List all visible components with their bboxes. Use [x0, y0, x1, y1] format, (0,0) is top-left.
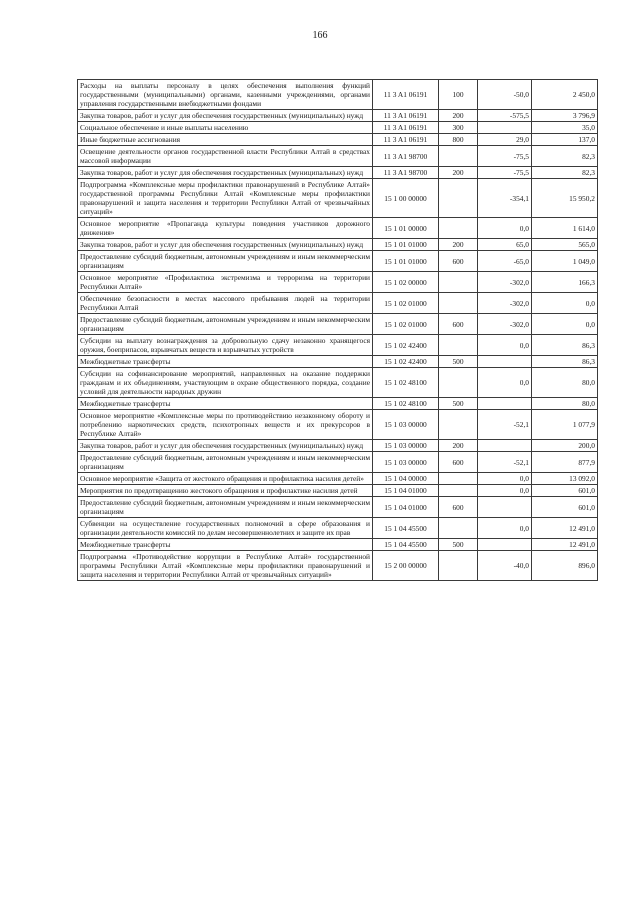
change-amount-cell: -354,1 [478, 179, 532, 218]
budget-table [77, 79, 598, 581]
change-amount-cell: -75,5 [478, 146, 532, 167]
expense-name-cell: Подпрограмма «Комплексные меры профилактики правонарушений в Республике Алтай» государственной программы Республики Алтай «Комплексные меры профилактики правонарушений и защита населения и территории Республики Алтай от чрезвычайных ситуаций» [78, 179, 373, 218]
target-code-cell: 15 1 03 00000 [373, 440, 439, 452]
total-amount-cell: 35,0 [532, 122, 598, 134]
target-code-cell: 15 1 02 48100 [373, 368, 439, 398]
expense-type-cell: 500 [439, 356, 478, 368]
target-code-cell: 15 1 02 48100 [373, 398, 439, 410]
table-row [78, 110, 598, 122]
total-amount-cell: 15 950,2 [532, 179, 598, 218]
total-amount-cell: 1 049,0 [532, 251, 598, 272]
expense-type-cell: 600 [439, 251, 478, 272]
total-amount-cell: 137,0 [532, 134, 598, 146]
change-amount-cell: 0,0 [478, 218, 532, 239]
expense-name-cell: Межбюджетные трансферты [78, 398, 373, 410]
table-row [78, 179, 598, 218]
expense-type-cell [439, 410, 478, 440]
target-code-cell: 15 1 00 00000 [373, 179, 439, 218]
expense-type-cell [439, 272, 478, 293]
total-amount-cell: 0,0 [532, 314, 598, 335]
change-amount-cell: 0,0 [478, 368, 532, 398]
target-code-cell: 15 1 01 01000 [373, 251, 439, 272]
total-amount-cell: 166,3 [532, 272, 598, 293]
expense-name-cell: Субсидии на софинансирование мероприятий, направленных на оказание поддержки гражданам и их объединениям, участвующим в охране общественного порядка, создание условий для деятельности народных дружин [78, 368, 373, 398]
expense-name-cell: Закупка товаров, работ и услуг для обеспечения государственных (муниципальных) нужд [78, 110, 373, 122]
expense-name-cell: Межбюджетные трансферты [78, 539, 373, 551]
expense-name-cell: Социальное обеспечение и иные выплаты населению [78, 122, 373, 134]
table-row [78, 251, 598, 272]
change-amount-cell: 0,0 [478, 335, 532, 356]
table-row [78, 218, 598, 239]
total-amount-cell: 13 092,0 [532, 473, 598, 485]
table-row [78, 518, 598, 539]
change-amount-cell: -65,0 [478, 251, 532, 272]
total-amount-cell: 86,3 [532, 335, 598, 356]
target-code-cell: 15 1 04 45500 [373, 539, 439, 551]
expense-name-cell: Освещение деятельности органов государственной власти Республики Алтай в средствах массовой информации [78, 146, 373, 167]
total-amount-cell: 877,9 [532, 452, 598, 473]
change-amount-cell: 0,0 [478, 473, 532, 485]
expense-type-cell: 200 [439, 239, 478, 251]
total-amount-cell: 1 614,0 [532, 218, 598, 239]
total-amount-cell: 86,3 [532, 356, 598, 368]
total-amount-cell: 12 491,0 [532, 518, 598, 539]
change-amount-cell: -575,5 [478, 110, 532, 122]
change-amount-cell: -40,0 [478, 551, 532, 581]
total-amount-cell: 0,0 [532, 293, 598, 314]
table-row [78, 356, 598, 368]
total-amount-cell: 565,0 [532, 239, 598, 251]
table-row [78, 239, 598, 251]
table-row [78, 485, 598, 497]
table-row [78, 293, 598, 314]
change-amount-cell [478, 497, 532, 518]
table-row [78, 398, 598, 410]
table-row [78, 410, 598, 440]
target-code-cell: 15 1 02 01000 [373, 314, 439, 335]
expense-name-cell: Основное мероприятие «Комплексные меры по противодействию незаконному обороту и потреблению наркотических средств, психотропных веществ и их прекурсоров в Республике Алтай» [78, 410, 373, 440]
expense-type-cell [439, 551, 478, 581]
target-code-cell: 11 3 A1 06191 [373, 110, 439, 122]
target-code-cell: 15 1 04 01000 [373, 497, 439, 518]
expense-name-cell: Предоставление субсидий бюджетным, автономным учреждениям и иным некоммерческим организациям [78, 251, 373, 272]
target-code-cell: 15 1 04 01000 [373, 485, 439, 497]
change-amount-cell: -302,0 [478, 272, 532, 293]
change-amount-cell [478, 356, 532, 368]
expense-type-cell [439, 146, 478, 167]
expense-name-cell: Обеспечение безопасности в местах массового пребывания людей на территории Республики Алтай [78, 293, 373, 314]
total-amount-cell: 80,0 [532, 368, 598, 398]
expense-type-cell: 600 [439, 314, 478, 335]
expense-type-cell: 600 [439, 497, 478, 518]
expense-type-cell [439, 485, 478, 497]
expense-type-cell: 800 [439, 134, 478, 146]
expense-name-cell: Субсидии на выплату вознаграждения за добровольную сдачу незаконно хранящегося оружия, боеприпасов, взрывчатых веществ и взрывчатых устройств [78, 335, 373, 356]
expense-type-cell: 600 [439, 452, 478, 473]
expense-type-cell [439, 368, 478, 398]
expense-name-cell: Межбюджетные трансферты [78, 356, 373, 368]
change-amount-cell [478, 122, 532, 134]
expense-name-cell: Основное мероприятие «Профилактика экстремизма и терроризма на территории Республики Алтай» [78, 272, 373, 293]
expense-type-cell [439, 335, 478, 356]
expense-name-cell: Закупка товаров, работ и услуг для обеспечения государственных (муниципальных) нужд [78, 440, 373, 452]
expense-type-cell: 300 [439, 122, 478, 134]
table-row [78, 80, 598, 110]
total-amount-cell: 82,3 [532, 167, 598, 179]
table-row [78, 497, 598, 518]
target-code-cell: 11 3 A1 06191 [373, 134, 439, 146]
expense-type-cell: 100 [439, 80, 478, 110]
target-code-cell: 15 1 03 00000 [373, 452, 439, 473]
change-amount-cell: 65,0 [478, 239, 532, 251]
expense-name-cell: Мероприятия по предотвращению жестокого обращения и профилактике насилия детей [78, 485, 373, 497]
table-row [78, 272, 598, 293]
change-amount-cell: 29,0 [478, 134, 532, 146]
expense-type-cell [439, 179, 478, 218]
table-row [78, 452, 598, 473]
target-code-cell: 15 1 02 42400 [373, 356, 439, 368]
target-code-cell: 15 1 02 42400 [373, 335, 439, 356]
target-code-cell: 11 3 A1 98700 [373, 167, 439, 179]
expense-name-cell: Предоставление субсидий бюджетным, автономным учреждениям и иным некоммерческим организациям [78, 452, 373, 473]
change-amount-cell: -52,1 [478, 452, 532, 473]
table-row [78, 146, 598, 167]
expense-name-cell: Предоставление субсидий бюджетным, автономным учреждениям и иным некоммерческим организациям [78, 314, 373, 335]
expense-name-cell: Основное мероприятие «Пропаганда культуры поведения участников дорожного движения» [78, 218, 373, 239]
table-row [78, 335, 598, 356]
change-amount-cell: -302,0 [478, 314, 532, 335]
expense-name-cell: Подпрограмма «Противодействие коррупции в Республике Алтай» государственной программы Республики Алтай «Комплексные меры профилактики правонарушений и защита населения и территории Республики Алтай от чрезвычайных ситуаций» [78, 551, 373, 581]
expense-type-cell [439, 473, 478, 485]
change-amount-cell: -302,0 [478, 293, 532, 314]
table-row [78, 539, 598, 551]
table-row [78, 551, 598, 581]
total-amount-cell: 1 077,9 [532, 410, 598, 440]
expense-type-cell: 200 [439, 167, 478, 179]
expense-name-cell: Закупка товаров, работ и услуг для обеспечения государственных (муниципальных) нужд [78, 167, 373, 179]
target-code-cell: 15 1 02 00000 [373, 272, 439, 293]
total-amount-cell: 601,0 [532, 497, 598, 518]
change-amount-cell: -50,0 [478, 80, 532, 110]
expense-type-cell [439, 518, 478, 539]
table-row [78, 314, 598, 335]
total-amount-cell: 896,0 [532, 551, 598, 581]
total-amount-cell: 3 796,9 [532, 110, 598, 122]
table-row [78, 473, 598, 485]
expense-type-cell: 500 [439, 539, 478, 551]
change-amount-cell [478, 440, 532, 452]
expense-type-cell: 500 [439, 398, 478, 410]
table-row [78, 368, 598, 398]
expense-name-cell: Предоставление субсидий бюджетным, автономным учреждениям и иным некоммерческим организациям [78, 497, 373, 518]
change-amount-cell: 0,0 [478, 485, 532, 497]
target-code-cell: 11 3 A1 06191 [373, 122, 439, 134]
expense-type-cell: 200 [439, 110, 478, 122]
target-code-cell: 11 3 A1 98700 [373, 146, 439, 167]
target-code-cell: 15 1 02 01000 [373, 293, 439, 314]
expense-name-cell: Закупка товаров, работ и услуг для обеспечения государственных (муниципальных) нужд [78, 239, 373, 251]
expense-type-cell: 200 [439, 440, 478, 452]
total-amount-cell: 82,3 [532, 146, 598, 167]
target-code-cell: 11 3 A1 06191 [373, 80, 439, 110]
target-code-cell: 15 1 04 45500 [373, 518, 439, 539]
table-row [78, 134, 598, 146]
expense-name-cell: Субвенции на осуществление государственных полномочий в сфере образования и организации деятельности комиссий по делам несовершеннолетних и защите их прав [78, 518, 373, 539]
target-code-cell: 15 1 01 00000 [373, 218, 439, 239]
target-code-cell: 15 1 01 01000 [373, 239, 439, 251]
change-amount-cell [478, 539, 532, 551]
expense-name-cell: Основное мероприятие «Защита от жестокого обращения и профилактика насилия детей» [78, 473, 373, 485]
total-amount-cell: 2 450,0 [532, 80, 598, 110]
total-amount-cell: 12 491,0 [532, 539, 598, 551]
change-amount-cell: -75,5 [478, 167, 532, 179]
expense-type-cell [439, 218, 478, 239]
table-row [78, 440, 598, 452]
table-row [78, 122, 598, 134]
expense-name-cell: Расходы на выплаты персоналу в целях обеспечения выполнения функций государственными (муниципальными) органами, казенными учреждениями, органами управления государственными внебюджетными фондами [78, 80, 373, 110]
table-row [78, 167, 598, 179]
change-amount-cell: 0,0 [478, 518, 532, 539]
change-amount-cell [478, 398, 532, 410]
total-amount-cell: 200,0 [532, 440, 598, 452]
expense-type-cell [439, 293, 478, 314]
target-code-cell: 15 1 03 00000 [373, 410, 439, 440]
expense-name-cell: Иные бюджетные ассигнования [78, 134, 373, 146]
target-code-cell: 15 2 00 00000 [373, 551, 439, 581]
page-number: 166 [312, 30, 328, 41]
target-code-cell: 15 1 04 00000 [373, 473, 439, 485]
total-amount-cell: 80,0 [532, 398, 598, 410]
total-amount-cell: 601,0 [532, 485, 598, 497]
budget-table-body [78, 80, 598, 581]
change-amount-cell: -52,1 [478, 410, 532, 440]
